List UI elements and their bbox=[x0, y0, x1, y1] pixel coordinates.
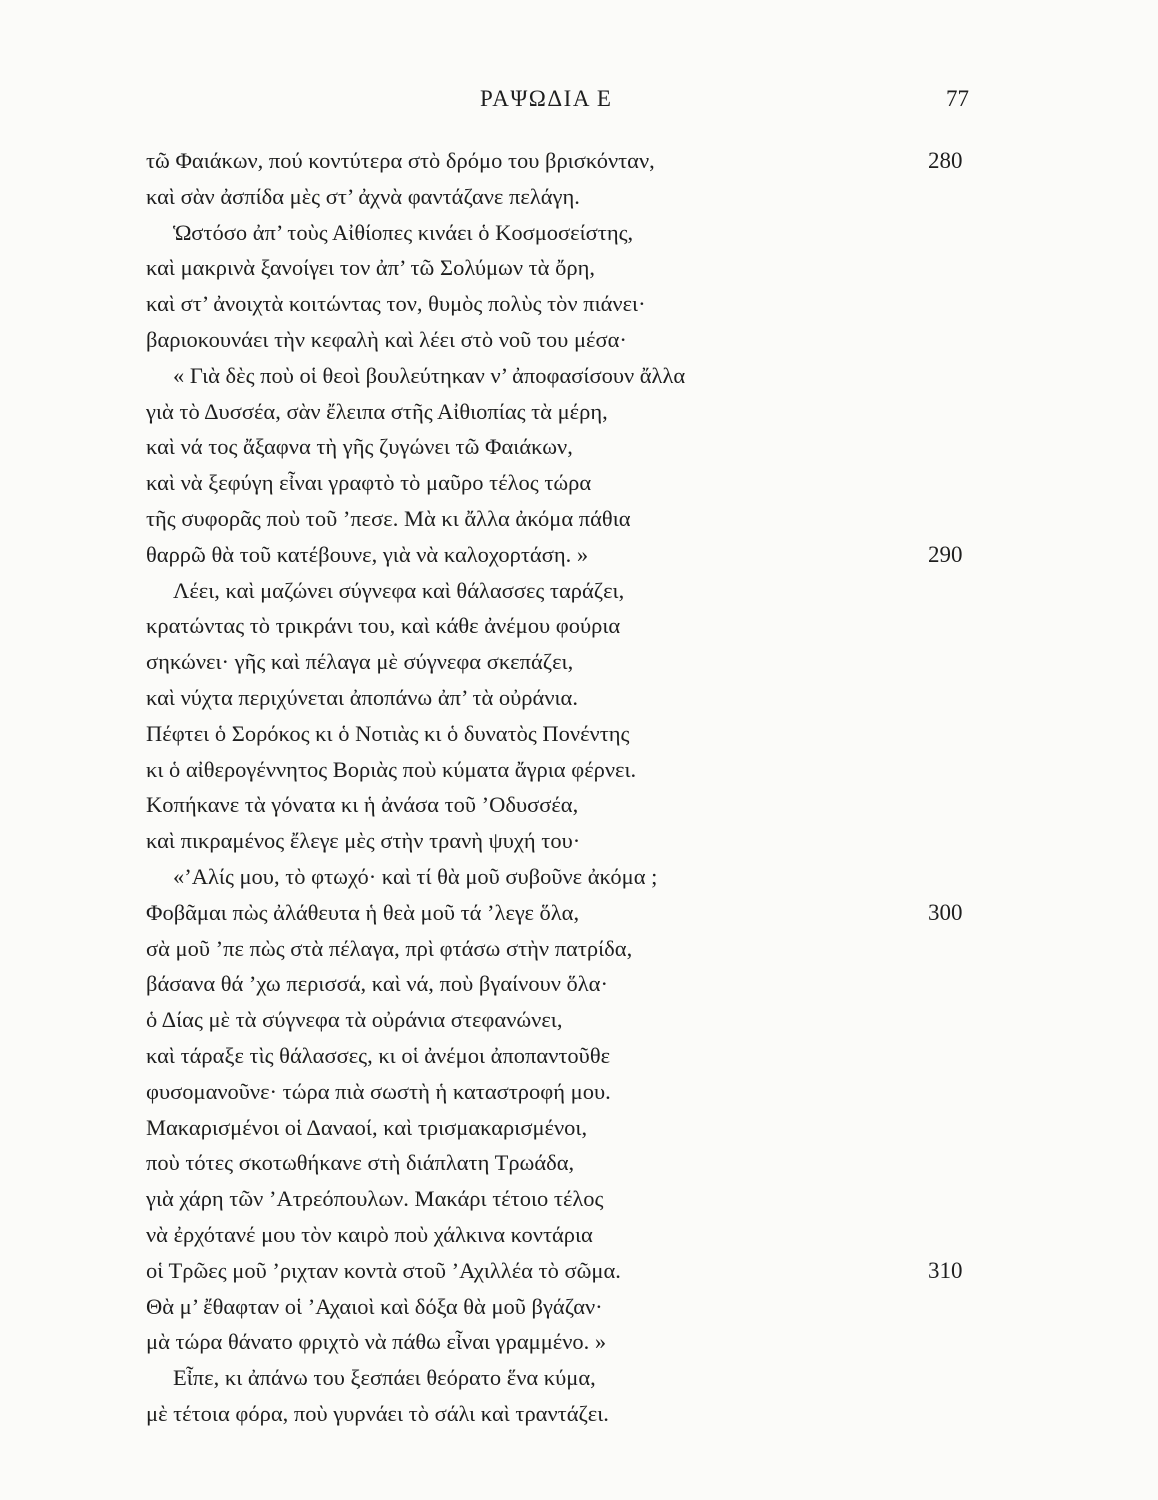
verse-line bbox=[0, 1181, 1158, 1217]
verse-line bbox=[0, 895, 1158, 931]
verse-line bbox=[0, 1253, 1158, 1289]
verse-text: Ὡστόσο ἀπ’ τοὺς Αἰθίοπες κινάει ὁ Κοσμοσείστης, bbox=[173, 219, 634, 245]
verse-text: κρατώντας τὸ τρικράνι του, καὶ κάθε ἀνέμου φούρια bbox=[146, 613, 621, 639]
verse-text: μὲ τέτοια φόρα, ποὺ γυρνάει τὸ σάλι καὶ τραντάζει. bbox=[146, 1400, 609, 1426]
verse-text: Πέφτει ὁ Σορόκος κι ὁ Νοτιὰς κι ὁ δυνατὸς Πονέντης bbox=[146, 720, 630, 746]
verse-text: κι ὁ αἰθερογέννητος Βοριὰς ποὺ κύματα ἄγρια φέρνει. bbox=[146, 756, 637, 782]
verse-line bbox=[0, 1110, 1158, 1146]
verse-line bbox=[0, 394, 1158, 430]
verse-text: καὶ σὰν ἀσπίδα μὲς στ’ ἀχνὰ φαντάζανε πελάγη. bbox=[146, 183, 580, 209]
verse-text: βαριοκουνάει τὴν κεφαλὴ καὶ λέει στὸ νοῦ του μέσα· bbox=[146, 326, 627, 352]
verse-text: Φοβᾶμαι πὼς ἀλάθευτα ἡ θεὰ μοῦ τά ’λεγε ὅλα, bbox=[146, 899, 580, 925]
verse-line bbox=[0, 429, 1158, 465]
verse-line bbox=[0, 1396, 1158, 1432]
verse-line bbox=[0, 465, 1158, 501]
verse-text: νὰ ἐρχότανέ μου τὸν καιρὸ ποὺ χάλκινα κοντάρια bbox=[146, 1221, 593, 1247]
verse-text: σὰ μοῦ ’πε πὼς στὰ πέλαγα, πρὶ φτάσω στὴν πατρίδα, bbox=[146, 935, 633, 961]
verse-line bbox=[0, 859, 1158, 895]
verse-text: καὶ νύχτα περιχύνεται ἀποπάνω ἀπ’ τὰ οὐράνια. bbox=[146, 684, 578, 710]
verse-text: γιὰ τὸ Δυσσέα, σὰν ἔλειπα στῆς Αἰθιοπίας τὰ μέρη, bbox=[146, 398, 608, 424]
verse-line bbox=[0, 250, 1158, 286]
verse-text: βάσανα θά ’χω περισσά, καὶ νά, ποὺ βγαίνουν ὅλα· bbox=[146, 971, 608, 997]
verse-line bbox=[0, 1217, 1158, 1253]
verse-line bbox=[0, 931, 1158, 967]
verse-text: καὶ νὰ ξεφύγη εἶναι γραφτὸ τὸ μαῦρο τέλος τώρα bbox=[146, 470, 592, 496]
verse-text: μὰ τώρα θάνατο φριχτὸ νὰ πάθω εἶναι γραμμένο. » bbox=[146, 1329, 607, 1355]
verse-text: Κοπήκανε τὰ γόνατα κι ἡ ἀνάσα τοῦ ’Οδυσσέα, bbox=[146, 792, 579, 818]
verse-line bbox=[0, 680, 1158, 716]
verse-line bbox=[0, 1145, 1158, 1181]
verse-text: τῆς συφορᾶς ποὺ τοῦ ’πεσε. Μὰ κι ἄλλα ἀκόμα πάθια bbox=[146, 505, 631, 531]
verse-line bbox=[0, 823, 1158, 859]
verse-line bbox=[0, 966, 1158, 1002]
verse-line bbox=[0, 644, 1158, 680]
verse-text: καὶ μακρινὰ ξανοίγει τον ἀπ’ τῶ Σολύμων τὰ ὄρη, bbox=[146, 255, 595, 281]
verse-line bbox=[0, 1038, 1158, 1074]
verse-text: καὶ νά τος ἄξαφνα τὴ γῆς ζυγώνει τῶ Φαιάκων, bbox=[146, 434, 573, 460]
verse-line bbox=[0, 143, 1158, 179]
page-number: 77 bbox=[946, 86, 969, 111]
verse-text: καὶ στ’ ἀνοιχτὰ κοιτώντας τον, θυμὸς πολὺς τὸν πιάνει· bbox=[146, 291, 646, 317]
verse-text: Θὰ μ’ ἔθαφταν οἱ ’Αχαιοὶ καὶ δόξα θὰ μοῦ βγάζαν· bbox=[146, 1293, 603, 1319]
verse-text: ποὺ τότες σκοτωθήκανε στὴ διάπλατη Τρωάδα, bbox=[146, 1150, 575, 1176]
verse-text: ὁ Δίας μὲ τὰ σύγνεφα τὰ οὐράνια στεφανώνει, bbox=[146, 1007, 563, 1033]
verse-text: τῶ Φαιάκων, πού κοντύτερα στὸ δρόμο του βρισκόνταν, bbox=[146, 148, 655, 173]
verse-text: σηκώνει· γῆς καὶ πέλαγα μὲ σύγνεφα σκεπάζει, bbox=[146, 649, 574, 675]
verse-line bbox=[0, 537, 1158, 573]
verse-text: φυσομανοῦνε· τώρα πιὰ σωστὴ ἡ καταστροφή μου. bbox=[146, 1078, 611, 1104]
verse-line bbox=[0, 1074, 1158, 1110]
verse-line bbox=[0, 179, 1158, 215]
verse-line bbox=[0, 215, 1158, 251]
verse-text: Λέει, καὶ μαζώνει σύγνεφα καὶ θάλασσες ταράζει, bbox=[173, 577, 625, 603]
verse-text: Εἶπε, κι ἀπάνω του ξεσπάει θεόρατο ἕνα κύμα, bbox=[173, 1365, 596, 1391]
running-title: ΡΑΨΩΔΙΑ Ε bbox=[480, 86, 613, 111]
verse-line bbox=[0, 501, 1158, 537]
verse-line bbox=[0, 752, 1158, 788]
verse-line bbox=[0, 608, 1158, 644]
verse-text: γιὰ χάρη τῶν ’Ατρεόπουλων. Μακάρι τέτοιο τέλος bbox=[146, 1186, 604, 1212]
verse-line bbox=[0, 1289, 1158, 1325]
verse-text: Μακαρισμένοι οἱ Δαναοί, καὶ τρισμακαρισμένοι, bbox=[146, 1114, 588, 1140]
verse-text: « Γιὰ δὲς ποὺ οἱ θεοὶ βουλεύτηκαν ν’ ἀποφασίσουν ἄλλα bbox=[173, 362, 686, 388]
verse-line bbox=[0, 358, 1158, 394]
line-number: 290 bbox=[928, 541, 963, 567]
verse-text: καὶ πικραμένος ἔλεγε μὲς στὴν τρανὴ ψυχή του· bbox=[146, 828, 581, 854]
verse-line bbox=[0, 286, 1158, 322]
verse-line bbox=[0, 1360, 1158, 1396]
verse-line bbox=[0, 1002, 1158, 1038]
line-number: 310 bbox=[928, 1257, 963, 1283]
verse-text: «’Αλίς μου, τὸ φτωχό· καὶ τί θὰ μοῦ συβοῦνε ἀκόμα ; bbox=[173, 863, 658, 889]
verse-line bbox=[0, 1324, 1158, 1360]
poem-text bbox=[0, 143, 1158, 1432]
verse-line bbox=[0, 573, 1158, 609]
verse-text: καὶ τάραξε τὶς θάλασσες, κι οἱ ἀνέμοι ἀποπαντοῦθε bbox=[146, 1042, 611, 1068]
line-number: 300 bbox=[928, 899, 963, 925]
verse-line bbox=[0, 322, 1158, 358]
line-number: 280 bbox=[928, 148, 963, 173]
verse-text: οἱ Τρῶες μοῦ ’ριχταν κοντὰ στοῦ ’Αχιλλέα τὸ σῶμα. bbox=[146, 1257, 621, 1283]
verse-line bbox=[0, 716, 1158, 752]
verse-line bbox=[0, 787, 1158, 823]
verse-text: θαρρῶ θὰ τοῦ κατέβουνε, γιὰ νὰ καλοχορτάση. » bbox=[146, 541, 589, 567]
running-head bbox=[0, 86, 1158, 116]
